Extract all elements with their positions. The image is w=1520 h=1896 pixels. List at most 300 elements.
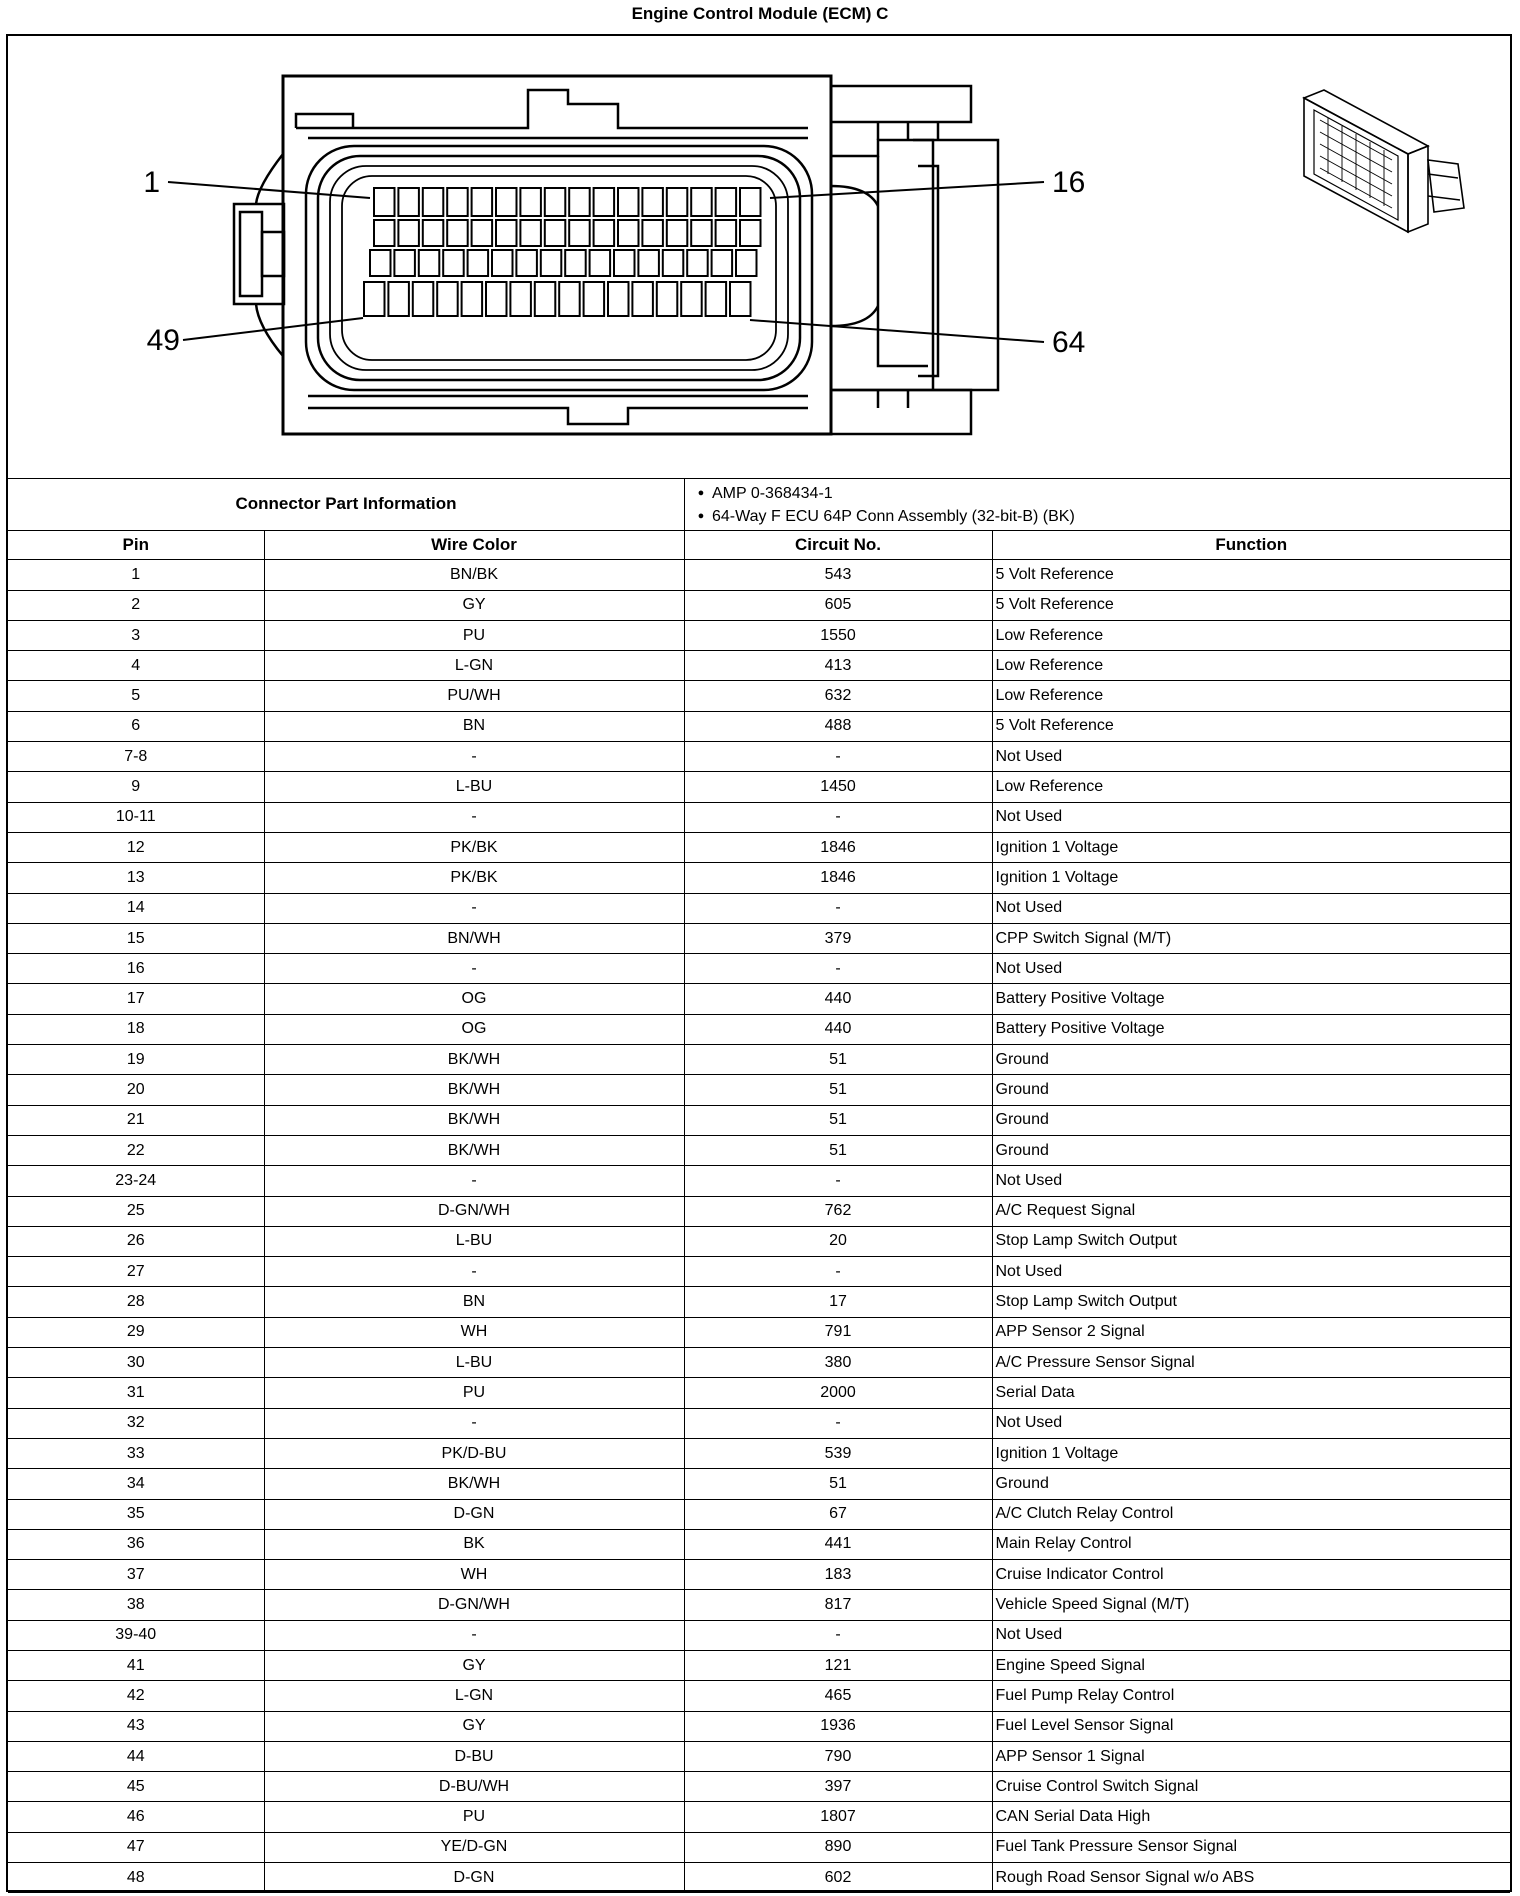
cell-pin: 14 (8, 893, 264, 923)
pin-cavity (740, 188, 761, 216)
table-row (8, 1560, 1510, 1590)
cell-function: A/C Request Signal (992, 1196, 1510, 1226)
pin-cavity (642, 188, 663, 216)
cell-wire-color: OG (264, 1014, 684, 1044)
pinout-table (8, 530, 1510, 1893)
cell-circuit-no: 379 (684, 923, 992, 953)
pin-cavity (496, 220, 517, 246)
table-row (8, 681, 1510, 711)
cell-pin: 7-8 (8, 742, 264, 772)
cell-function: A/C Pressure Sensor Signal (992, 1348, 1510, 1378)
cell-wire-color: BK/WH (264, 1045, 684, 1075)
page-title: Engine Control Module (ECM) C (631, 4, 889, 23)
cell-pin: 13 (8, 863, 264, 893)
cell-wire-color: BK/WH (264, 1469, 684, 1499)
pin-cavity (364, 282, 385, 316)
pin-callout-64: 64 (1052, 326, 1086, 359)
pin-cavity (691, 220, 712, 246)
cell-wire-color: WH (264, 1560, 684, 1590)
cell-function: Not Used (992, 954, 1510, 984)
pin-cavity (394, 250, 415, 276)
cell-pin: 19 (8, 1045, 264, 1075)
cell-function: Low Reference (992, 681, 1510, 711)
cell-circuit-no: 488 (684, 711, 992, 741)
table-row (8, 1681, 1510, 1711)
table-row (8, 560, 1510, 590)
cell-wire-color: D-GN/WH (264, 1196, 684, 1226)
cell-pin: 42 (8, 1681, 264, 1711)
pin-cavity (618, 220, 639, 246)
cell-function: Ground (992, 1075, 1510, 1105)
pin-callout-16: 16 (1052, 166, 1086, 199)
cell-function: CAN Serial Data High (992, 1802, 1510, 1832)
pin-cavity (716, 188, 737, 216)
cell-circuit-no: - (684, 954, 992, 984)
pin-cavity (398, 220, 419, 246)
table-row (8, 1317, 1510, 1347)
cell-circuit-no: 791 (684, 1317, 992, 1347)
cell-pin: 3 (8, 620, 264, 650)
cell-wire-color: - (264, 1257, 684, 1287)
cell-pin: 43 (8, 1711, 264, 1741)
cell-wire-color: BK/WH (264, 1075, 684, 1105)
cell-wire-color: L-BU (264, 1348, 684, 1378)
cell-pin: 4 (8, 651, 264, 681)
table-row (8, 1166, 1510, 1196)
cell-circuit-no: 465 (684, 1681, 992, 1711)
pin-cavity (388, 282, 409, 316)
cell-function: Battery Positive Voltage (992, 984, 1510, 1014)
cell-function: APP Sensor 2 Signal (992, 1317, 1510, 1347)
cell-wire-color: PU (264, 620, 684, 650)
cell-wire-color: PU/WH (264, 681, 684, 711)
cell-wire-color: - (264, 893, 684, 923)
table-row (8, 1196, 1510, 1226)
pin-cavity (423, 188, 444, 216)
cell-wire-color: GY (264, 590, 684, 620)
cell-wire-color: D-BU/WH (264, 1772, 684, 1802)
cell-pin: 12 (8, 832, 264, 862)
cell-function: Serial Data (992, 1378, 1510, 1408)
table-row (8, 984, 1510, 1014)
cell-wire-color: GY (264, 1650, 684, 1680)
table-header-row (8, 530, 1510, 560)
cell-function: Engine Speed Signal (992, 1650, 1510, 1680)
cell-wire-color: - (264, 954, 684, 984)
cell-wire-color: BN (264, 711, 684, 741)
table-row (8, 1620, 1510, 1650)
cell-circuit-no: 890 (684, 1832, 992, 1862)
table-row (8, 1408, 1510, 1438)
cell-wire-color: OG (264, 984, 684, 1014)
cell-pin: 16 (8, 954, 264, 984)
cell-pin: 45 (8, 1772, 264, 1802)
cell-pin: 27 (8, 1257, 264, 1287)
cell-function: Ignition 1 Voltage (992, 863, 1510, 893)
pin-cavity (398, 188, 419, 216)
header-wire-color: Wire Color (264, 530, 684, 560)
table-row (8, 1832, 1510, 1862)
cell-wire-color: BN (264, 1287, 684, 1317)
cell-pin: 41 (8, 1650, 264, 1680)
pin-cavity (516, 250, 537, 276)
cell-circuit-no: 605 (684, 590, 992, 620)
cell-wire-color: WH (264, 1317, 684, 1347)
cell-circuit-no: 1807 (684, 1802, 992, 1832)
pin-cavity (736, 250, 757, 276)
table-row (8, 1014, 1510, 1044)
pin-cavity (594, 188, 615, 216)
cell-pin: 35 (8, 1499, 264, 1529)
cell-function: 5 Volt Reference (992, 560, 1510, 590)
cell-circuit-no: 51 (684, 1045, 992, 1075)
table-row (8, 620, 1510, 650)
pin-cavity (496, 188, 517, 216)
cell-wire-color: PK/BK (264, 863, 684, 893)
cell-wire-color: BK (264, 1529, 684, 1559)
cell-circuit-no: 397 (684, 1772, 992, 1802)
pin-cavity (590, 250, 611, 276)
connector-diagram (8, 36, 1510, 479)
cell-pin: 37 (8, 1560, 264, 1590)
table-row (8, 1741, 1510, 1771)
cell-wire-color: BN/WH (264, 923, 684, 953)
cell-circuit-no: 121 (684, 1650, 992, 1680)
connector-3d-icon (1304, 90, 1464, 232)
cell-function: Not Used (992, 1408, 1510, 1438)
pin-cavity (632, 282, 653, 316)
pin-cavity (413, 282, 434, 316)
table-row (8, 1438, 1510, 1468)
cell-pin: 31 (8, 1378, 264, 1408)
cell-circuit-no: 20 (684, 1226, 992, 1256)
cell-pin: 15 (8, 923, 264, 953)
pin-cavity (468, 250, 489, 276)
table-row (8, 1590, 1510, 1620)
pin-cavity (443, 250, 464, 276)
cell-wire-color: GY (264, 1711, 684, 1741)
cell-function: Ground (992, 1105, 1510, 1135)
cell-pin: 10-11 (8, 802, 264, 832)
pin-cavity (535, 282, 556, 316)
pin-cavity (706, 282, 727, 316)
pin-cavity (370, 250, 391, 276)
cell-circuit-no: - (684, 1166, 992, 1196)
table-row (8, 1348, 1510, 1378)
cell-function: CPP Switch Signal (M/T) (992, 923, 1510, 953)
pin-cavity (545, 220, 566, 246)
cell-function: Ground (992, 1045, 1510, 1075)
pin-cavity (608, 282, 629, 316)
table-row (8, 1105, 1510, 1135)
cell-wire-color: D-GN (264, 1499, 684, 1529)
cell-wire-color: YE/D-GN (264, 1832, 684, 1862)
cell-circuit-no: 817 (684, 1590, 992, 1620)
pin-cavity (559, 282, 580, 316)
pin-cavity (569, 220, 590, 246)
cell-function: Fuel Level Sensor Signal (992, 1711, 1510, 1741)
cell-function: Not Used (992, 802, 1510, 832)
table-row (8, 772, 1510, 802)
cell-circuit-no: 51 (684, 1075, 992, 1105)
pin-cavity (740, 220, 761, 246)
cell-pin: 23-24 (8, 1166, 264, 1196)
table-row (8, 1045, 1510, 1075)
pin-cavity (419, 250, 440, 276)
table-row (8, 1650, 1510, 1680)
cell-pin: 21 (8, 1105, 264, 1135)
cell-pin: 34 (8, 1469, 264, 1499)
pin-cavity (510, 282, 531, 316)
table-row (8, 863, 1510, 893)
cell-pin: 6 (8, 711, 264, 741)
cell-circuit-no: 1846 (684, 832, 992, 862)
table-row (8, 1257, 1510, 1287)
cell-function: Ground (992, 1469, 1510, 1499)
cell-circuit-no: - (684, 742, 992, 772)
cell-wire-color: BK/WH (264, 1135, 684, 1165)
cell-function: Not Used (992, 1620, 1510, 1650)
cell-pin: 9 (8, 772, 264, 802)
cell-circuit-no: 1550 (684, 620, 992, 650)
cell-circuit-no: 183 (684, 1560, 992, 1590)
cell-wire-color: PK/BK (264, 832, 684, 862)
pin-cavity (712, 250, 733, 276)
cell-wire-color: - (264, 802, 684, 832)
cell-circuit-no: 602 (684, 1863, 992, 1893)
cell-wire-color: PK/D-BU (264, 1438, 684, 1468)
pin-cavity (657, 282, 678, 316)
cell-wire-color: - (264, 742, 684, 772)
cell-circuit-no: - (684, 893, 992, 923)
part-info-item: ● AMP 0-368434-1 (690, 482, 1075, 505)
connector-face-drawing (8, 36, 1510, 478)
cell-function: Main Relay Control (992, 1529, 1510, 1559)
cell-function: Low Reference (992, 620, 1510, 650)
cell-pin: 44 (8, 1741, 264, 1771)
cell-wire-color: D-GN/WH (264, 1590, 684, 1620)
cell-function: Ignition 1 Voltage (992, 832, 1510, 862)
cell-function: Fuel Tank Pressure Sensor Signal (992, 1832, 1510, 1862)
cell-function: Cruise Control Switch Signal (992, 1772, 1510, 1802)
table-row (8, 1802, 1510, 1832)
cell-wire-color: - (264, 1166, 684, 1196)
table-row (8, 742, 1510, 772)
table-row (8, 1135, 1510, 1165)
pin-cavity (486, 282, 507, 316)
table-row (8, 711, 1510, 741)
cell-function: Stop Lamp Switch Output (992, 1287, 1510, 1317)
cell-circuit-no: 67 (684, 1499, 992, 1529)
cell-circuit-no: - (684, 1257, 992, 1287)
pin-cavity (667, 188, 688, 216)
header-function: Function (992, 530, 1510, 560)
pin-cavity (687, 250, 708, 276)
cell-wire-color: D-GN (264, 1863, 684, 1893)
table-row (8, 1075, 1510, 1105)
table-row (8, 893, 1510, 923)
cell-pin: 47 (8, 1832, 264, 1862)
cell-circuit-no: 762 (684, 1196, 992, 1226)
cell-circuit-no: 51 (684, 1469, 992, 1499)
cell-wire-color: L-GN (264, 1681, 684, 1711)
cell-pin: 46 (8, 1802, 264, 1832)
pin-cavity (472, 220, 493, 246)
cell-function: 5 Volt Reference (992, 711, 1510, 741)
cell-wire-color: BN/BK (264, 560, 684, 590)
pin-cavity (681, 282, 702, 316)
cell-wire-color: PU (264, 1802, 684, 1832)
pin-cavity (594, 220, 615, 246)
pin-cavity (492, 250, 513, 276)
cell-circuit-no: - (684, 1408, 992, 1438)
table-row (8, 1378, 1510, 1408)
pin-cavity (462, 282, 483, 316)
pin-cavity (667, 220, 688, 246)
pin-cavity (423, 220, 444, 246)
cell-wire-color: - (264, 1408, 684, 1438)
cell-pin: 5 (8, 681, 264, 711)
cell-function: A/C Clutch Relay Control (992, 1499, 1510, 1529)
cell-circuit-no: 632 (684, 681, 992, 711)
cell-pin: 29 (8, 1317, 264, 1347)
cell-circuit-no: 790 (684, 1741, 992, 1771)
cell-function: Rough Road Sensor Signal w/o ABS (992, 1863, 1510, 1893)
cell-circuit-no: 441 (684, 1529, 992, 1559)
pinout-frame (6, 34, 1512, 1892)
cell-function: Low Reference (992, 651, 1510, 681)
pin-cavity (447, 220, 468, 246)
pin-callout-1: 1 (143, 166, 160, 199)
table-row (8, 590, 1510, 620)
pin-cavity (541, 250, 562, 276)
table-row (8, 651, 1510, 681)
pin-cavity (730, 282, 751, 316)
cell-function: Ground (992, 1135, 1510, 1165)
cell-pin: 20 (8, 1075, 264, 1105)
table-row (8, 832, 1510, 862)
cell-function: Vehicle Speed Signal (M/T) (992, 1590, 1510, 1620)
pin-cavity (520, 188, 541, 216)
cell-circuit-no: 413 (684, 651, 992, 681)
cell-circuit-no: 1846 (684, 863, 992, 893)
cell-wire-color: BK/WH (264, 1105, 684, 1135)
header-pin: Pin (8, 530, 264, 560)
cell-wire-color: - (264, 1620, 684, 1650)
table-row (8, 1499, 1510, 1529)
table-row (8, 1711, 1510, 1741)
pin-cavity (691, 188, 712, 216)
cell-wire-color: L-BU (264, 772, 684, 802)
table-row (8, 1529, 1510, 1559)
cell-wire-color: L-GN (264, 651, 684, 681)
cell-function: Stop Lamp Switch Output (992, 1226, 1510, 1256)
pin-callout-49: 49 (146, 324, 180, 357)
pin-cavity (374, 188, 395, 216)
cell-function: Cruise Indicator Control (992, 1560, 1510, 1590)
table-row (8, 1469, 1510, 1499)
cell-function: Not Used (992, 893, 1510, 923)
cell-function: Not Used (992, 1257, 1510, 1287)
pin-cavity (374, 220, 395, 246)
cell-circuit-no: 1936 (684, 1711, 992, 1741)
cell-function: Battery Positive Voltage (992, 1014, 1510, 1044)
connector-part-information (8, 478, 1510, 531)
table-row (8, 923, 1510, 953)
cell-circuit-no: 1450 (684, 772, 992, 802)
cell-pin: 18 (8, 1014, 264, 1044)
cell-circuit-no: 17 (684, 1287, 992, 1317)
table-row (8, 1772, 1510, 1802)
cell-circuit-no: 440 (684, 984, 992, 1014)
pin-cavity (565, 250, 586, 276)
cell-function: Low Reference (992, 772, 1510, 802)
part-info-list (690, 482, 1075, 528)
table-row (8, 802, 1510, 832)
header-circuit-no: Circuit No. (684, 530, 992, 560)
cell-function: APP Sensor 1 Signal (992, 1741, 1510, 1771)
cell-wire-color: L-BU (264, 1226, 684, 1256)
cell-circuit-no: 539 (684, 1438, 992, 1468)
cell-pin: 17 (8, 984, 264, 1014)
table-row (8, 1287, 1510, 1317)
pin-cavity (614, 250, 635, 276)
cell-pin: 22 (8, 1135, 264, 1165)
cell-function: Not Used (992, 1166, 1510, 1196)
cell-circuit-no: - (684, 802, 992, 832)
cell-circuit-no: 440 (684, 1014, 992, 1044)
cell-circuit-no: 2000 (684, 1378, 992, 1408)
cell-function: Not Used (992, 742, 1510, 772)
pin-cavity (569, 188, 590, 216)
cell-pin: 32 (8, 1408, 264, 1438)
pin-cavity (520, 220, 541, 246)
cell-circuit-no: 543 (684, 560, 992, 590)
pin-cavity (716, 220, 737, 246)
cell-wire-color: PU (264, 1378, 684, 1408)
cell-function: Fuel Pump Relay Control (992, 1681, 1510, 1711)
pin-cavity (584, 282, 605, 316)
pin-cavity (663, 250, 684, 276)
part-info-label: Connector Part Information (8, 478, 685, 530)
cell-function: 5 Volt Reference (992, 590, 1510, 620)
cell-pin: 33 (8, 1438, 264, 1468)
pin-cavity (618, 188, 639, 216)
cell-pin: 28 (8, 1287, 264, 1317)
cell-pin: 25 (8, 1196, 264, 1226)
cell-pin: 48 (8, 1863, 264, 1893)
table-row (8, 1863, 1510, 1893)
pin-cavity (472, 188, 493, 216)
pin-cavity (642, 220, 663, 246)
pin-cavity (437, 282, 458, 316)
cell-pin: 39-40 (8, 1620, 264, 1650)
cell-wire-color: D-BU (264, 1741, 684, 1771)
cell-function: Ignition 1 Voltage (992, 1438, 1510, 1468)
cell-circuit-no: 380 (684, 1348, 992, 1378)
pin-cavity (447, 188, 468, 216)
pin-cavity (638, 250, 659, 276)
cell-pin: 30 (8, 1348, 264, 1378)
table-row (8, 954, 1510, 984)
cell-pin: 38 (8, 1590, 264, 1620)
table-row (8, 1226, 1510, 1256)
cell-circuit-no: 51 (684, 1135, 992, 1165)
cell-circuit-no: 51 (684, 1105, 992, 1135)
pin-cavity (545, 188, 566, 216)
cell-pin: 1 (8, 560, 264, 590)
cell-pin: 26 (8, 1226, 264, 1256)
